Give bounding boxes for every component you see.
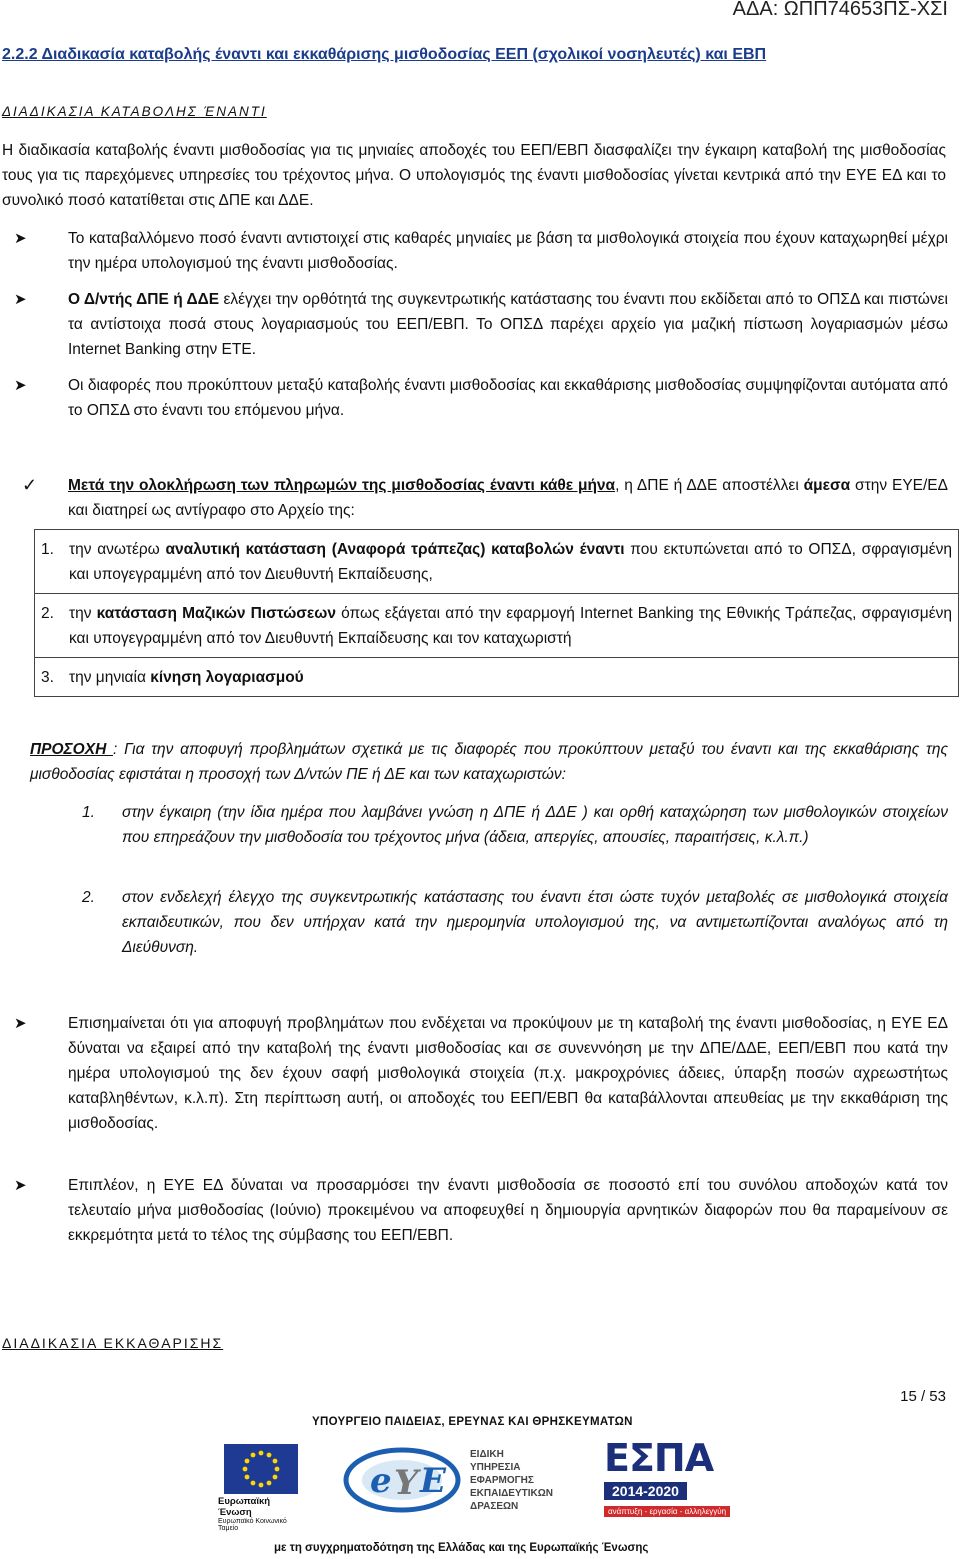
- cofunding-note: με τη συγχρηματοδότηση της Ελλάδας και της Ευρωπαϊκής Ένωσης: [274, 1542, 649, 1554]
- box-row-number: 3.: [41, 669, 54, 686]
- list-item: [14, 226, 948, 276]
- espa-slogan: ανάπτυξη - εργασία - αλληλεγγύη: [604, 1506, 730, 1517]
- attention-paragraph: [30, 737, 948, 787]
- bullet-text: Οι διαφορές που προκύπτουν μεταξύ καταβολής έναντι μισθοδοσίας και εκκαθάρισης μισθοδοσίας συμψηφίζονται αυτόματα από το ΟΠΣΔ στο έναντι του επόμενου μήνα.: [68, 377, 948, 419]
- attention-label: ΠΡΟΣΟΧΗ: [30, 741, 114, 758]
- page-number: 15 / 53: [900, 1388, 946, 1405]
- attention-item: [82, 800, 948, 850]
- arrow-bullet-icon: ➤: [14, 1015, 27, 1032]
- eye-text-line: ΕΦΑΡΜΟΓΗΣ: [470, 1475, 534, 1486]
- eu-logo: [218, 1444, 306, 1532]
- box-row-text-end: που εκτυπώνεται από το ΟΠΣΔ, σφραγισμένη και υπογεγραμμένη από τον Διευθυντή Εκπαίδευσης,: [69, 541, 953, 583]
- espa-years: 2014-2020: [604, 1482, 687, 1500]
- attention-item-number: 1.: [82, 804, 95, 821]
- eye-text-line: ΔΡΑΣΕΩΝ: [470, 1501, 519, 1512]
- ministry-name: ΥΠΟΥΡΓΕΙΟ ΠΑΙΔΕΙΑΣ, ΕΡΕΥΝΑΣ ΚΑΙ ΘΡΗΣΚΕΥΜΑΤΩΝ: [312, 1416, 633, 1428]
- bullet-text: Το καταβαλλόμενο ποσό έναντι αντιστοιχεί στις καθαρές μηνιαίες με βάση τα μισθολογικά στοιχεία που έχουν καταχωρηθεί μέχρι την ημέρα υπολογισμού της έναντι μισθοδοσίας.: [68, 230, 948, 272]
- list-item: [14, 287, 948, 362]
- bullet-bold-text: Ο Δ/ντής ΔΠΕ ή ΔΔΕ: [68, 291, 220, 308]
- attention-text: : Για την αποφυγή προβλημάτων σχετικά με τις διαφορές που προκύπτουν μεταξύ του έναντι και της εκκαθάρισης της μισθοδοσίας εφιστάται η προσοχή των Δ/ντών ΠΕ ή ΔΕ και των καταχωριστών:: [30, 741, 948, 783]
- ada-identifier: ΑΔΑ: ΩΠΠ74653ΠΣ-ΧΣΙ: [732, 0, 948, 20]
- subheading-advance-payment: ΔΙΑΔΙΚΑΣΙΑ ΚΑΤΑΒΟΛΗΣ ΈΝΑΝΤΙ: [2, 104, 267, 119]
- attention-item: [82, 885, 948, 960]
- eye-text-line: ΕΚΠΑΙΔΕΥΤΙΚΩΝ: [470, 1488, 553, 1499]
- box-row-number: 2.: [41, 605, 54, 622]
- check-text-end: στην ΕΥΕ/ΕΔ και διατηρεί ως αντίγραφο στο Αρχείο της:: [68, 477, 948, 519]
- box-row-text-end: όπως εξάγεται από την εφαρμογή Internet Banking της Εθνικής Τράπεζας, σφραγισμένη και υπογεγραμμένη από τον Διευθυντή Εκπαίδευσης και τον καταχωριστή: [69, 605, 952, 647]
- intro-paragraph: Η διαδικασία καταβολής έναντι μισθοδοσίας για τις μηνιαίες αποδοχές του ΕΕΠ/ΕΒΠ διασφαλίζει την έγκαιρη καταβολή της μισθοδοσίας τους για τις παρεχόμενες υπηρεσίες του τρέχοντος μήνα. Ο υπολογισμός της έναντι μισθοδοσίας γίνεται κεντρικά από την ΕΥΕ ΕΔ και το συνολικό ποσό κατατίθεται στις ΔΠΕ και ΔΔΕ.: [2, 142, 946, 209]
- attention-item-number: 2.: [82, 889, 95, 906]
- espa-logo: [604, 1436, 744, 1528]
- check-item: [22, 473, 948, 523]
- box-row: [35, 530, 958, 594]
- list-item: [14, 1173, 948, 1248]
- subheading-clearing: ΔΙΑΔΙΚΑΣΙΑ ΕΚΚΑΘΑΡΙΣΗΣ: [2, 1335, 224, 1351]
- attention-item-text: στην έγκαιρη (την ίδια ημέρα που λαμβάνει γνώση η ΔΠΕ ή ΔΔΕ ) και ορθή καταχώρηση των μισθολογικών στοιχείων που επηρεάζουν την μισθοδοσία του τρέχοντος μήνα (άδεια, απεργίες, απουσίες, παραιτήσεις, κ.λ.π.): [122, 804, 948, 846]
- box-row-text: την: [69, 605, 97, 622]
- espa-title: ΕΣΠΑ: [604, 1436, 714, 1480]
- check-mark-icon: ✓: [22, 475, 38, 495]
- eu-label: Ευρωπαϊκή Ένωση: [218, 1496, 271, 1518]
- bullet-text: ελέγχει την ορθότητά της συγκεντρωτικής κατάστασης του έναντι που εκδίδεται από το ΟΠΣΔ και πιστώνει τα αντίστοιχα ποσά στους λογαριασμούς του ΕΕΠ/ΕΒΠ. Το ΟΠΣΔ παρέχει αρχείο για μαζική πίστωση λογαριασμών μέσω Internet Banking στην ΕΤΕ.: [68, 291, 948, 358]
- box-row: [35, 594, 958, 658]
- list-item: [14, 1011, 948, 1136]
- list-item: [14, 373, 948, 423]
- box-row-bold: κατάσταση Μαζικών Πιστώσεων: [96, 605, 336, 622]
- bullet-text: Επισημαίνεται ότι για αποφυγή προβλημάτων που ενδέχεται να προκύψουν με τη καταβολή της έναντι μισθοδοσίας, η ΕΥΕ ΕΔ δύναται να εξαιρεί από την καταβολή της έναντι μισθοδοσίας και σε συνεννόηση με την ΔΠΕ/ΔΔΕ, ΕΕΠ/ΕΒΠ που κατά την ημέρα υπολογισμού της δεν έχουν σαφή μισθολογικά στοιχεία (π.χ. μακροχρόνιες άδειες, ύπαρξη ποσών αχρεωστήτως καταβληθέντων, κ.λ.π). Στη περίπτωση αυτή, οι αποδοχές του ΕΕΠ/ΕΒΠ θα καταβάλλονται απευθείας με την εκκαθάριση της μισθοδοσίας.: [68, 1015, 948, 1132]
- check-bold-text: άμεσα: [803, 477, 851, 494]
- arrow-bullet-icon: ➤: [14, 291, 27, 308]
- eu-fund-label: Ευρωπαϊκό Κοινωνικό Ταμείο: [218, 1518, 287, 1532]
- check-text: , η ΔΠΕ ή ΔΔΕ αποστέλλει: [615, 477, 804, 494]
- eye-mark-icon: [342, 1438, 462, 1518]
- box-row-text: την μηνιαία: [69, 669, 151, 686]
- svg-text:E: E: [420, 1461, 446, 1501]
- eye-text-line: ΕΙΔΙΚΗ: [470, 1449, 504, 1460]
- eye-text-line: ΥΠΗΡΕΣΙΑ: [470, 1462, 521, 1473]
- arrow-bullet-icon: ➤: [14, 377, 27, 394]
- box-row-text: την ανωτέρω: [69, 541, 166, 558]
- svg-text:Y: Y: [394, 1463, 419, 1503]
- svg-text:e: e: [370, 1461, 392, 1501]
- section-title: 2.2.2 Διαδικασία καταβολής έναντι και εκκαθάρισης μισθοδοσίας ΕΕΠ (σχολικοί νοσηλευτές) και ΕΒΠ: [2, 46, 767, 63]
- box-row: [35, 658, 958, 696]
- box-row-bold: αναλυτική κατάσταση (Αναφορά τράπεζας) καταβολών έναντι: [165, 541, 625, 558]
- box-row-number: 1.: [41, 541, 54, 558]
- arrow-bullet-icon: ➤: [14, 230, 27, 247]
- attention-item-text: στον ενδελεχή έλεγχο της συγκεντρωτικής κατάστασης του έναντι έτσι ώστε τυχόν μεταβολές σε μισθολογικά στοιχεία εκπαιδευτικών, που δεν υπήρχαν κατά την ημερομηνία υπολογισμού της, να αντιμετωπίζονται αναλόγως από τη Διεύθυνση.: [122, 889, 948, 956]
- eye-logo: [342, 1438, 462, 1530]
- eu-flag-icon: [224, 1444, 298, 1494]
- documents-box: [34, 529, 959, 697]
- arrow-bullet-icon: ➤: [14, 1177, 27, 1194]
- footer-logos: [212, 1408, 744, 1559]
- box-row-bold: κίνηση λογαριασμού: [150, 669, 304, 686]
- eye-text: [470, 1448, 553, 1513]
- check-underlined-text: Μετά την ολοκλήρωση των πληρωμών της μισθοδοσίας έναντι κάθε μήνα: [68, 477, 616, 494]
- bullet-text: Επιπλέον, η ΕΥΕ ΕΔ δύναται να προσαρμόσει την έναντι μισθοδοσία σε ποσοστό επί του συνόλου αποδοχών κατά τον τελευταίο μήνα μισθοδοσίας (Ιούνιο) προκειμένου να αποφευχθεί η δημιουργία αρνητικών διαφορών που θα παραμείνουν σε εκκρεμότητα μετά το τέλος της σύμβασης του ΕΕΠ/ΕΒΠ.: [68, 1177, 948, 1244]
